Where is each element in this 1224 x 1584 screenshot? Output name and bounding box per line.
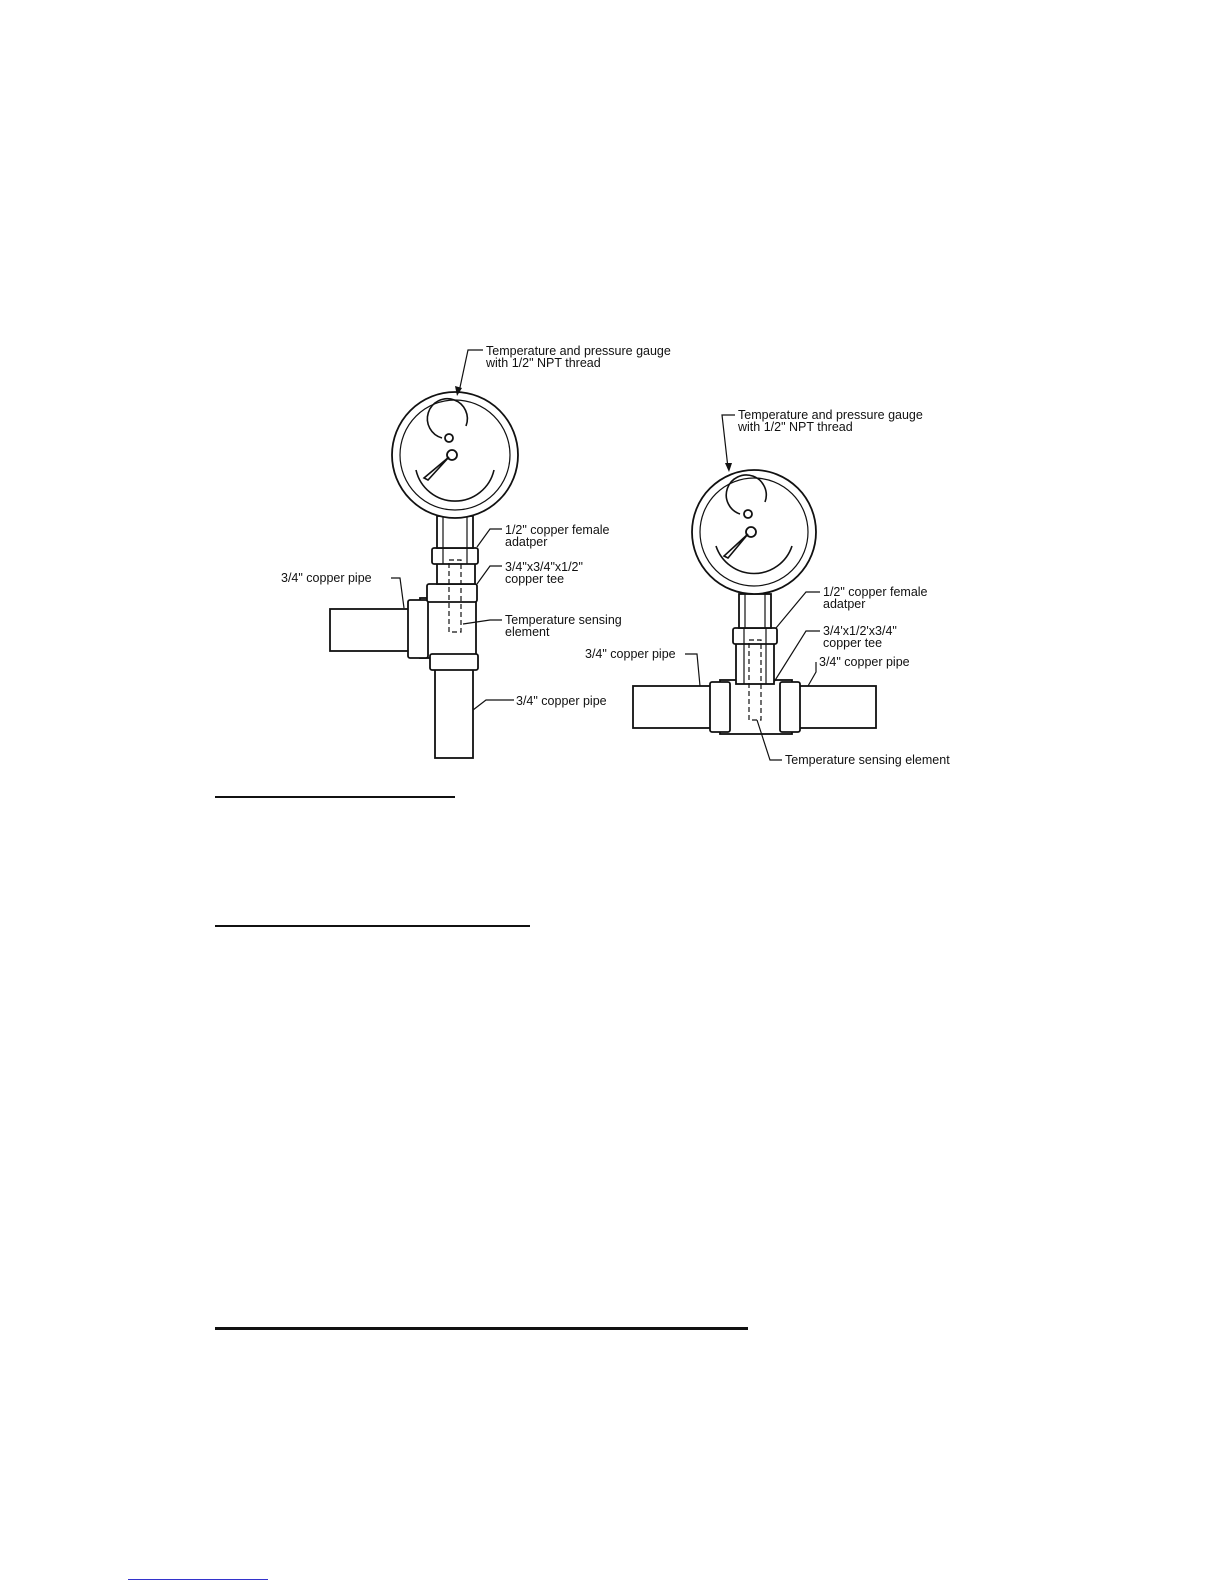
left-tee-neck (437, 562, 475, 584)
underline-rule (215, 925, 530, 927)
left-pipe-bottom-label: 3/4" copper pipe (516, 694, 607, 708)
right-tee-label-line2: copper tee (823, 636, 883, 650)
left-tee-label-line2: copper tee (505, 572, 565, 586)
left-pipe-vertical (435, 668, 473, 758)
left-sensing-label-line2: element (505, 625, 550, 639)
left-tee-top-collar (427, 584, 477, 602)
underline-rule (215, 796, 455, 798)
right-gauge-label-line2: with 1/2" NPT thread (738, 420, 853, 434)
left-gauge-label-line2: with 1/2" NPT thread (486, 356, 601, 370)
left-tee-side-collar (408, 600, 428, 658)
left-tee-label-line1: 3/4"x3/4"x1/2" (505, 560, 583, 574)
right-pipe-left (633, 686, 715, 728)
left-adapter-label-line1: 1/2" copper female (505, 523, 610, 537)
left-adapter-nut (432, 548, 478, 564)
right-sensing-label: Temperature sensing element (785, 753, 950, 767)
footnote-separator (128, 1579, 268, 1580)
underline-rule (215, 1327, 748, 1330)
right-tee-right-collar (780, 682, 800, 732)
left-pipe-left-label: 3/4" copper pipe (281, 571, 372, 585)
left-sensing-label-line1: Temperature sensing (505, 613, 622, 627)
left-pipe-horizontal (330, 609, 410, 651)
right-adapter-label-line1: 1/2" copper female (823, 585, 928, 599)
right-tee-neck (736, 642, 774, 684)
right-pipe-right (792, 686, 876, 728)
right-tee-label-line1: 3/4'x1/2'x3/4" (823, 624, 897, 638)
left-tee-bottom-collar (430, 654, 478, 670)
right-pipe-left-label: 3/4" copper pipe (585, 647, 676, 661)
left-gauge-label-line1: Temperature and pressure gauge (486, 344, 671, 358)
right-adapter-threads (739, 594, 771, 628)
left-adapter-label-line2: adatper (505, 535, 548, 549)
right-adapter-nut (733, 628, 777, 644)
right-tee-left-collar (710, 682, 730, 732)
right-adapter-label-line2: adatper (823, 597, 866, 611)
right-gauge-label-line1: Temperature and pressure gauge (738, 408, 923, 422)
right-pipe-right-label: 3/4" copper pipe (819, 655, 910, 669)
